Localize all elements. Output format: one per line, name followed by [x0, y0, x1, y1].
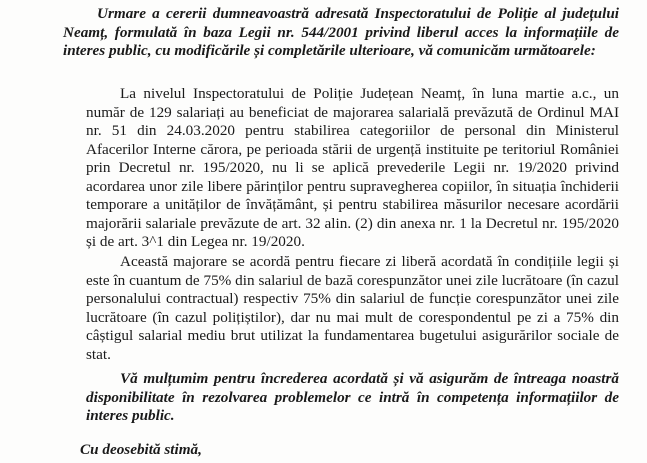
body-paragraph-salary-increase: La nivelul Inspectoratului de Poliție Județean Neamț, în luna martie a.c., un număr de 129 salariați au beneficiat de majorarea salarială prevăzută de Ordinul MAI nr. 51 din 24.03.2020 pentru stabilirea categoriilor de personal din Ministerul Afacerilor Interne cărora, pe perioada stării de urgență instituite pe teritoriul României prin Decretul nr. 195/2020, nu li se aplică prevederile Legii nr. 19/2020 privind acordarea unor zile libere părinților pentru supravegherea copiilor, în situația închiderii temporare a unităților de învățământ, și pentru stabilirea măsurilor necesare acordării majorării salariale prevăzute de art. 32 alin. (2) din anexa nr. 1 la Decretul nr. 195/2020 și de art. 3^1 din Legea nr. 19/2020.	[86, 85, 619, 250]
body-paragraph-increase-amount: Această majorare se acordă pentru fiecare zi liberă acordată în condițiile legii și este în cuantum de 75% din salariul de bază corespunzător unei zile lucrătoare (în cazul personalului contractual) respectiv 75% din salariul de funcție corespunzător unei zile lucrătoare (în cazul polițiștilor), dar nu mai mult de corespondentul pe zi a 75% din câștigul salarial mediu brut utilizat la fundamentarea bugetului asigurărilor sociale de stat.	[86, 253, 619, 363]
thanks-paragraph: Vă mulțumim pentru încrederea acordată și vă asigurăm de întreaga noastră disponibilitate în rezolvarea problemelor ce intră în competența informațiilor de interes public.	[86, 370, 619, 424]
intro-paragraph: Urmare a cererii dumneavoastră adresată Inspectoratului de Poliție al județului Neamț, formulată în baza Legii nr. 544/2001 privind liberul acces la informațiile de interes public, cu modificările și completările ulterioare, vă comunicăm următoarele:	[63, 5, 619, 59]
closing-salutation: Cu deosebită stimă,	[80, 441, 202, 458]
